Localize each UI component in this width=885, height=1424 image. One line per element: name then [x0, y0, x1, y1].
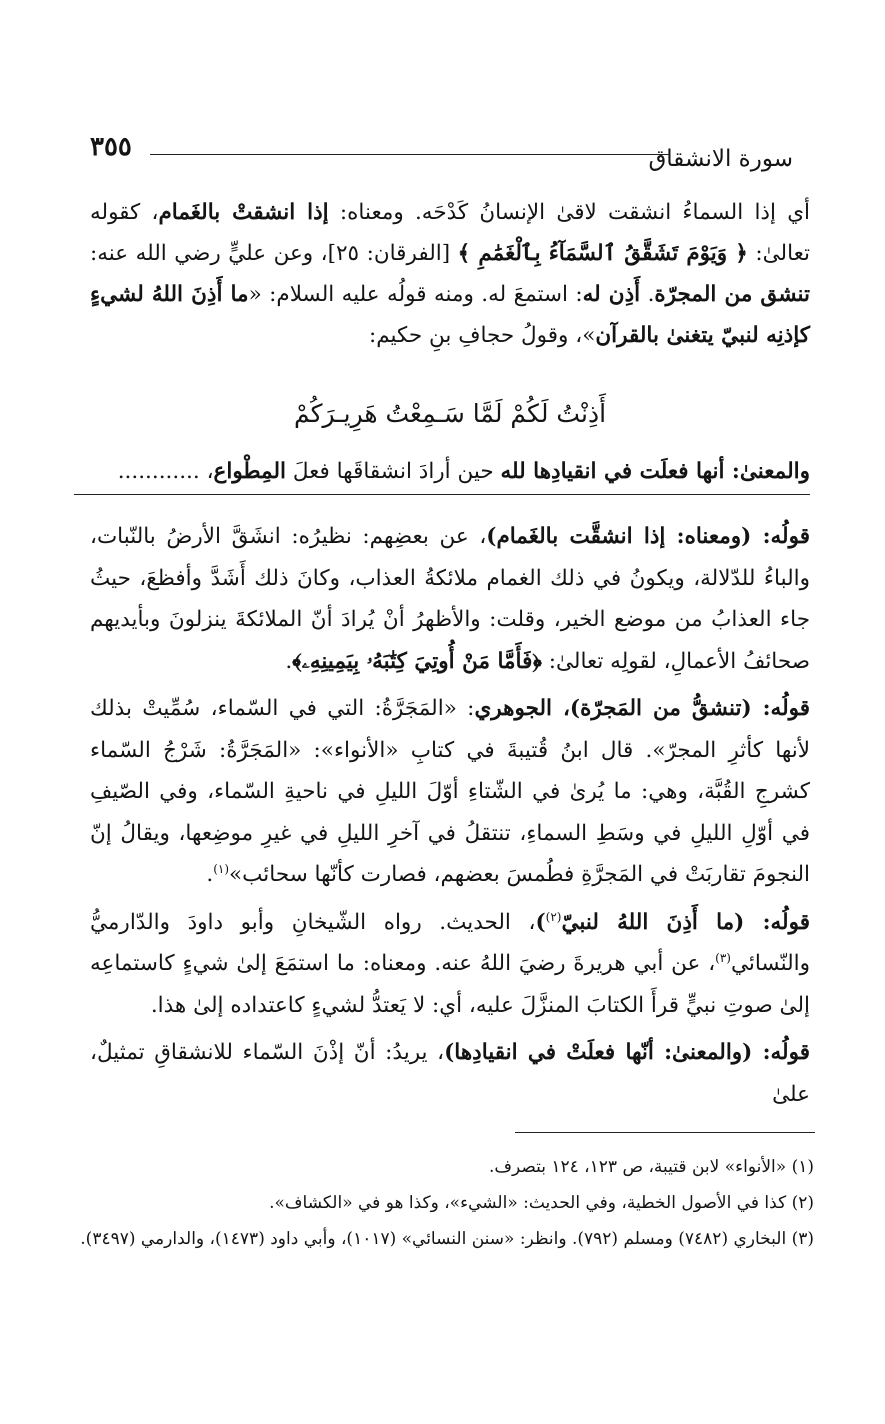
commentary-paragraph: [90, 688, 810, 896]
footnotes: [74, 1150, 814, 1258]
page-number: ٣٥٥: [90, 132, 132, 162]
commentary-paragraph: [90, 1032, 810, 1115]
commentary-text: : «المَجَرَّةُ: التي في السّماء، سُمِّيتْ بذلك لأنها كأثرِ المجرّ». قال ابنُ قُتيبةَ في كتابِ «الأنواء»: «المَجَرَّةُ: شَرْجُ السّماء كشرجِ القُبَّة، وهي: ما يُرىٰ في الشّتاءِ أوّلَ الليلِ في ناحيةِ السّماء، وفي الصّيفِ في أوّلِ الليلِ في وسَطِ السماءِ، تنتقلُ في آخرِ الليلِ في غيرِ موضِعها، ويقالُ إنّ النجومَ تقاربَتْ في المَجرَّةِ فطُمسَ بعضهم، فصارت كأنّها سحائب»: [90, 696, 810, 887]
poetry-verse: أَذِنْتُ لَكُمْ لَمَّا سَـمِعْتُ هَرِيـرَكُمْ: [293, 399, 607, 428]
meaning-line: [90, 452, 810, 492]
commentary-paragraph: [90, 516, 810, 682]
section-divider: [74, 494, 810, 495]
main-text-run: ، ............: [117, 459, 214, 484]
quran-verse: ﴿ وَيَوْمَ تَشَقَّقُ ٱلسَّمَآءُ بِٱلْغَمَٰمِ ﴾: [457, 241, 748, 266]
running-header-title: سورة الانشقاق: [648, 146, 793, 172]
commentary-text: .: [206, 862, 214, 887]
commentary-text: ، عن بعضِهم: نظيرُه: انشَقَّ الأرضُ بالنّبات، والباءُ للدّلالة، ويكونُ في ذلك الغمام ملائكةُ العذاب، وكانَ ذلك أَشَدَّ وأفظعَ، حيثُ جاء العذابُ من موضع الخير، وقلت: والأظهرُ أنْ يُرادَ أنّ الملائكةَ ينزلونَ وبأيديهم صحائفُ الأعمالِ، لقولِه تعالىٰ:: [90, 524, 810, 674]
commentary-text: ، الحديث. رواه الشّيخانِ وأبو داودَ والدّارميُّ والنّسائي: [90, 909, 810, 976]
footnote: (٢) كذا في الأصول الخطية، وفي الحديث: «الشيء»، وكذا هو في «الكشاف».: [269, 1193, 814, 1213]
commentary-text: ، عن أبي هريرةَ رضيَ اللهُ عنه. ومعناه: ما استمَعَ إلىٰ شيءٍ كاستماعِه إلىٰ صوتِ نبيٍّ قرأَ الكتابَ المنزَّلَ عليه، أي: لا يَعتدُّ لشيءٍ كاعتداده إلىٰ هذا.: [90, 951, 810, 1018]
main-text-run: حين أرادَ انشقاقَها فعلَ: [286, 459, 501, 484]
main-lemma: أَذِن له: [582, 282, 641, 307]
hadith-text: ما أَذِنَ اللهُ لشيءٍ كإذنِه لنبيّ يتغنىٰ بالقرآن: [90, 282, 810, 348]
footnote-marker[interactable]: (٣): [715, 950, 731, 965]
commentary-paragraph: [90, 902, 810, 1027]
footnote-marker[interactable]: (١): [213, 861, 230, 876]
footnote-marker[interactable]: (٢): [545, 909, 562, 924]
commentary-text: ، يريدُ: أنّ إذْنَ السّماء للانشقاقِ تمثيلٌ، علىٰ: [90, 1040, 810, 1107]
main-lemma: والمعنىٰ: أنها فعلَت في انقيادِها لله: [500, 459, 810, 484]
commentary-lemma: قولُه: (ومعناه: إذا انشقَّت بالغَمام): [486, 524, 810, 549]
main-text-run: أي إذا السماءُ انشقت لاقىٰ الإنسانُ كَدْحَه. ومعناه:: [328, 200, 811, 225]
main-text: [90, 192, 810, 356]
main-text-run: »، وقولُ حجافِ بنِ حكيم:: [368, 323, 596, 348]
main-text-run: : استمعَ له. ومنه قولُه عليه السلام: «: [248, 282, 583, 307]
main-text-run: [الفرقان: ٢٥]، وعن عليٍّ رضي الله عنه:: [90, 241, 458, 266]
commentary-text: .: [285, 648, 293, 674]
footnote: (١) «الأنواء» لابن قتيبة، ص ١٢٣، ١٢٤ بتصرف.: [488, 1157, 814, 1177]
commentary-lemma: قولُه: (والمعنىٰ: أنّها فعلَتْ في انقيادِها): [444, 1040, 810, 1065]
commentary: [90, 516, 810, 1121]
main-lemma: المِطْواع: [213, 459, 287, 484]
main-lemma: تنشق من المجرّة: [654, 282, 810, 307]
main-text-run: ، كقوله تعالىٰ:: [90, 200, 810, 266]
header-rule: [150, 154, 670, 155]
footnote-rule: [515, 1132, 815, 1133]
main-lemma: إذا انشقتْ بالغَمام: [158, 200, 329, 225]
main-text-run: .: [640, 282, 655, 307]
commentary-lemma: قولُه: (ما أَذِنَ اللهُ لنبيّ: [561, 909, 810, 935]
main-paragraph: [90, 192, 810, 356]
commentary-lemma: قولُه: (تنشقُّ من المَجرّة)، الجوهري: [474, 696, 811, 721]
footnote: (٣) البخاري (٧٤٨٢) ومسلم (٧٩٢). وانظر: «سنن النسائي» (١٠١٧)، وأبي داود (١٤٧٣)، والدارمي (٣٤٩٧).: [80, 1229, 814, 1249]
commentary-lemma: ): [535, 909, 546, 935]
quran-verse: ﴿فَأَمَّا مَنْ أُوتِيَ كِتَٰبَهُۥ بِيَمِينِهِۦ﴾: [292, 648, 542, 674]
